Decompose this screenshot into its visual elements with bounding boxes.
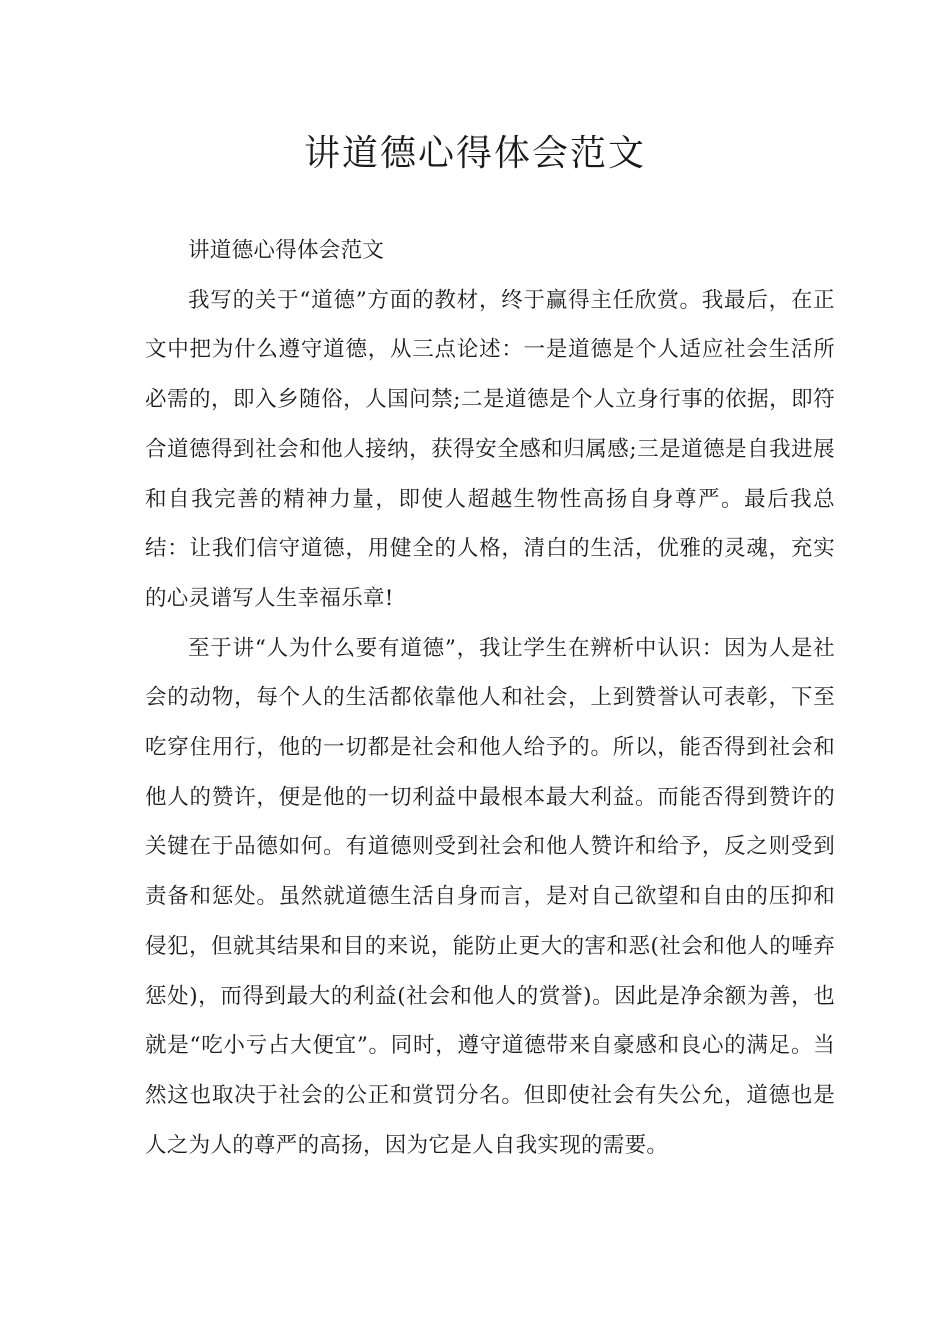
document-body — [145, 226, 835, 1170]
paragraph-1: 我写的关于“道德”方面的教材，终于赢得主任欣赏。我最后，在正文中把为什么遵守道德，从三点论述：一是道德是个人适应社会生活所必需的，即入乡随俗，人国问禁;二是道德是个人立身行事的依据，即符合道德得到社会和他人接纳，获得安全感和归属感;三是道德是自我进展和自我完善的精神力量，即使人超越生物性高扬自身尊严。最后我总结：让我们信守道德，用健全的人格，清白的生活，优雅的灵魂，充实的心灵谱写人生幸福乐章! — [145, 287, 835, 611]
document-title: 讲道德心得体会范文 — [303, 133, 646, 174]
paragraph-2: 至于讲“人为什么要有道德”，我让学生在辨析中认识：因为人是社会的动物，每个人的生活都依靠他人和社会，上到赞誉认可表彰，下至吃穿住用行，他的一切都是社会和他人给予的。所以，能否得到社会和他人的赞许，便是他的一切利益中最根本最大利益。而能否得到赞许的关键在于品德如何。有道德则受到社会和他人赞许和给予，反之则受到责备和惩处。虽然就道德生活自身而言，是对自己欲望和自由的压抑和侵犯，但就其结果和目的来说，能防止更大的害和恶(社会和他人的唾弃惩处)，而得到最大的利益(社会和他人的赏誉)。因此是净余额为善，也就是“吃小亏占大便宜”。同时，遵守道德带来自豪感和良心的满足。当然这也取决于社会的公正和赏罚分名。但即使社会有失公允，道德也是人之为人的尊严的高扬，因为它是人自我实现的需要。 — [145, 635, 835, 1158]
paragraph-subtitle: 讲道德心得体会范文 — [188, 238, 385, 263]
